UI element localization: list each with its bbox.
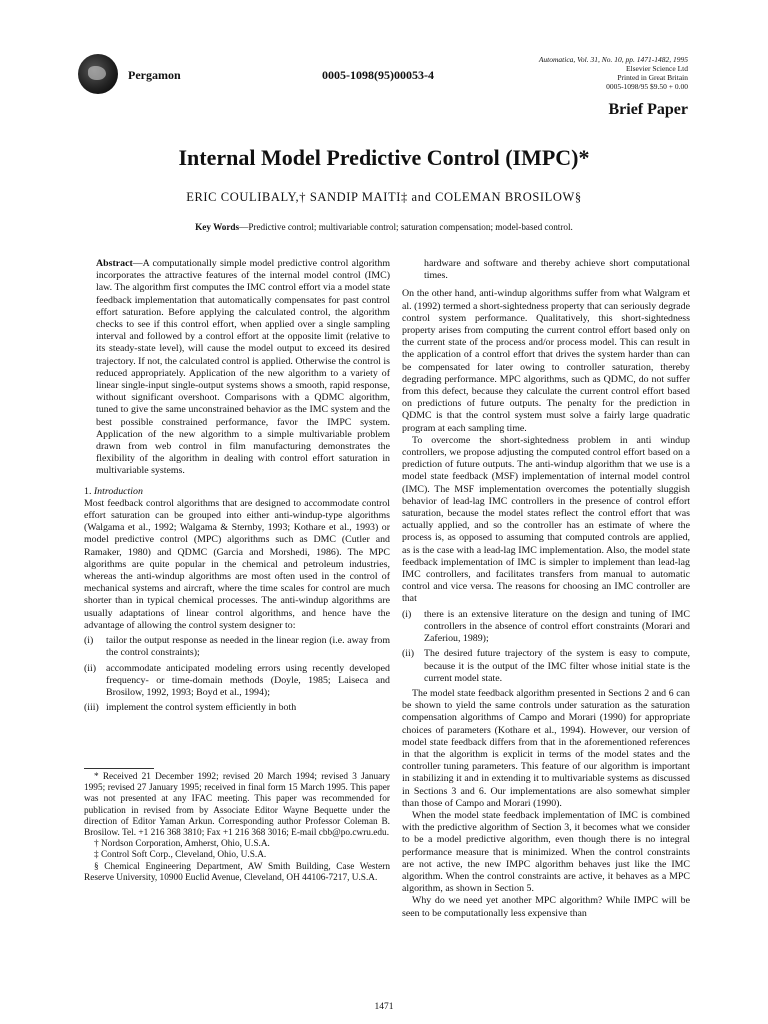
keywords-text: —Predictive control; multivariable control; saturation compensation; model-based control. [239, 222, 573, 232]
list-item [84, 702, 390, 714]
keywords [0, 222, 768, 232]
abstract-label: Abstract [96, 258, 133, 269]
list-item-number: (iii) [84, 702, 99, 714]
intro-heading-text: Introduction [93, 485, 143, 497]
list-item-text: there is an extensive literature on the design and tuning of IMC controllers in the absence of control effort constraints (Morari and Zaferiou, 1989); [424, 608, 690, 645]
keywords-label: Key Words [195, 222, 240, 232]
list-item-text: The desired future trajectory of the system is easy to compute, because it is the output of the IMC filter whose initial state is the current model state. [424, 648, 690, 684]
intro-paragraph-1: Most feedback control algorithms that are designed to accommodate control effort saturation can be grouped into either anti-windup-type algorithms (Walgama et al., 1992; Walgama & Sternby, 1993; Kothare et al., 1993) or model predictive control (MPC) algorithms such as DMC (Cutler and Ramaker, 1980) and QDMC (Garcia and Morshedi, 1986). The MPC algorithms are quite popular in the chemical and petroleum industries, whereas the anti-windup algorithms are most often used in the control of mechanical systems and aircraft, where the time scales for control are much shorter than in typical chemical processes. The anti-windup algorithms are usually adaptations of linear control algorithms, and hence have the advantage of allowing the control system designer to: [84, 497, 390, 631]
doi-code: 0005-1098(95)00053-4 [322, 68, 434, 82]
paper-title: Internal Model Predictive Control (IMPC)* [178, 145, 590, 170]
abstract-text: —A computationally simple model predictive control algorithm incorporates the attractive features of the internal model control (IMC) law. The algorithm first computes the IMC control effort via a model state feedback implementation that automatically compensates for past control effort saturation. Before applying the calculated control, the algorithm checks to see if this control effort, when applied over a single sampling interval and followed by a control effort at the opposite limit (relative to its steady-state level), will cause the model output to exceed its desired trajectory. If not, the calculated control is applied. Otherwise the control is reduced appropriately. Application of the new algorithm to a variety of linear single-input single-output systems shows a smooth, rapid response, without significant overshoot. Comparisons with a QDMC algorithm, tuned to give the same unconstrained behavior as the IMC system and the best possible constrained performance, favor the IMPC system. Application of the new algorithm to a simple multivariable problem drawn from web control in film manufacturing demonstrates the flexibility of the algorithm in dealing with control effort saturation in multivariable systems. [96, 258, 390, 477]
footnotes [84, 772, 390, 884]
section-label: Brief Paper [608, 101, 688, 118]
publisher-name: Pergamon [128, 68, 181, 82]
journal-citation: Automatica, Vol. 31, No. 10, pp. 1471-1482, 1995 [538, 55, 688, 64]
list-item-number: (i) [402, 608, 412, 620]
right-paragraph-2: To overcome the short-sightedness problem in anti windup controllers, we propose adjusting the computed control effort based on a prediction of future outputs. The anti-windup algorithm that we use is a model state feedback (MSF) implementation of internal model control (IMC). The MSF implementation overcomes the potentially sluggish behavior of lead-lag IMC controllers in the presence of control effort saturation, because the model states reflect the control effort that was actually applied, and so the controller has an estimate of where the process is, as opposed to assuming that computed controls are applied, as is the case with a lead-lag IMC implementation. Also, the model state feedback implementation of IMC is simpler to implement than lead-lag IMC controllers, and facilitates transfers from manual to automatic control and vice versa. The reasons for choosing an IMC controller are that [402, 434, 690, 605]
right-column [402, 258, 690, 920]
list-item [84, 663, 390, 700]
journal-issn-price: 0005-1098/95 $9.50 + 0.00 [606, 82, 688, 91]
author-list: ERIC COULIBALY,† SANDIP MAITI‡ and COLEMAN BROSILOW§ [186, 190, 582, 204]
journal-publisher: Elsevier Science Ltd [625, 64, 688, 73]
footnote-affiliation-3: § Chemical Engineering Department, AW Smith Building, Case Western Reserve University, 10900 Euclid Avenue, Cleveland, OH 44106-7217, U.S.A. [84, 861, 390, 883]
list-item-text: implement the control system efficiently in both [106, 702, 297, 714]
list-item [402, 648, 690, 685]
list-item-text: accommodate anticipated modeling errors using recently developed frequency- or time-domain methods (Doyle, 1985; Laiseca and Brosilow, 1992, 1993; Boyd et al., 1994); [106, 662, 390, 698]
list-item-number: (i) [84, 635, 94, 647]
abstract-paragraph [84, 258, 390, 478]
list-item [402, 609, 690, 646]
list-item-number: (ii) [402, 648, 415, 660]
footnote-received: * Received 21 December 1992; revised 20 March 1994; revised 3 January 1995; revised 27 January 1995; received in final form 15 March 1995. This paper was not presented at any IFAC meeting. This paper was recommended for publication in revised from by Associate Editor Wayne Bequette under the direction of Editor Yaman Arkun. Corresponding author Professor Coleman B. Brosilow. Tel. +1 216 368 3810; Fax +1 216 368 3016; E-mail cbb@po.cwru.edu. [84, 772, 390, 839]
left-column [84, 258, 390, 717]
right-paragraph-1: On the other hand, anti-windup algorithms suffer from what Walgram et al. (1992) termed a short-sightedness property that can seriously degrade control system performance. Qualitatively, this short-sightedness property arises from computing the current control effort based only on the current state of the process and/or process model. This can result in the application of a control effort that drives the system harder than can be compensated for later owing to controller saturation, thereby degrading performance. MPC algorithms, such as QDMC, do not suffer from this defect, because they calculate the current control effort based on predictions of future outputs. The penalty for the prediction in QDMC is that the control system must solve a fairly large quadratic program at each sampling time. [402, 288, 690, 434]
list-item-number: (ii) [84, 662, 97, 674]
journal-printed: Printed in Great Britain [617, 73, 688, 82]
footnote-divider [84, 768, 154, 769]
journal-info [539, 55, 688, 91]
right-paragraph-3: The model state feedback algorithm presented in Sections 2 and 6 can be shown to yield the same controls under saturation as the saturation compensation algorithms of Campo and Morari (1990) for appropriate choices of parameters (Kothare et al., 1994). However, our version of model state feedback differs from that in the aforementioned references in that the algorithm is explicit in terms of the model states and the controller tuning parameters. This feature of our algorithm is important in stabilizing it and in extending it to multivariable systems as discussed in Sections 3 and 6. Our implementations are also somewhat simpler than those of Campo and Morari (1990). [402, 687, 690, 809]
footnote-affiliation-2: ‡ Control Soft Corp., Cleveland, Ohio, U.S.A. [94, 850, 267, 861]
right-paragraph-4: When the model state feedback implementation of IMC is combined with the predictive algorithm of Section 3, it becomes what we consider to be a model predictive algorithm, even though there is no integral performance measure that is minimized. When the control constraints are not active, the new IMPC algorithm behaves just like the IMC algorithm. When the control constraints are active, it behaves as a MPC algorithm, as shown in Section 5. [402, 809, 690, 895]
page-number: 1471 [374, 1002, 394, 1012]
right-paragraph-5: Why do we need yet another MPC algorithm? While IMPC will be seen to be computationally less expensive than [402, 895, 690, 919]
footnote-affiliation-1: † Nordson Corporation, Amherst, Ohio, U.S.A. [94, 839, 270, 850]
intro-heading-number: 1. [84, 485, 94, 497]
pergamon-logo-icon [78, 54, 118, 94]
intro-heading [84, 486, 390, 498]
list-item [84, 635, 390, 659]
list-item-continuation: hardware and software and thereby achieve short computational times. [424, 258, 690, 282]
list-item-text: tailor the output response as needed in the linear region (i.e. away from the control constraints); [106, 635, 390, 659]
